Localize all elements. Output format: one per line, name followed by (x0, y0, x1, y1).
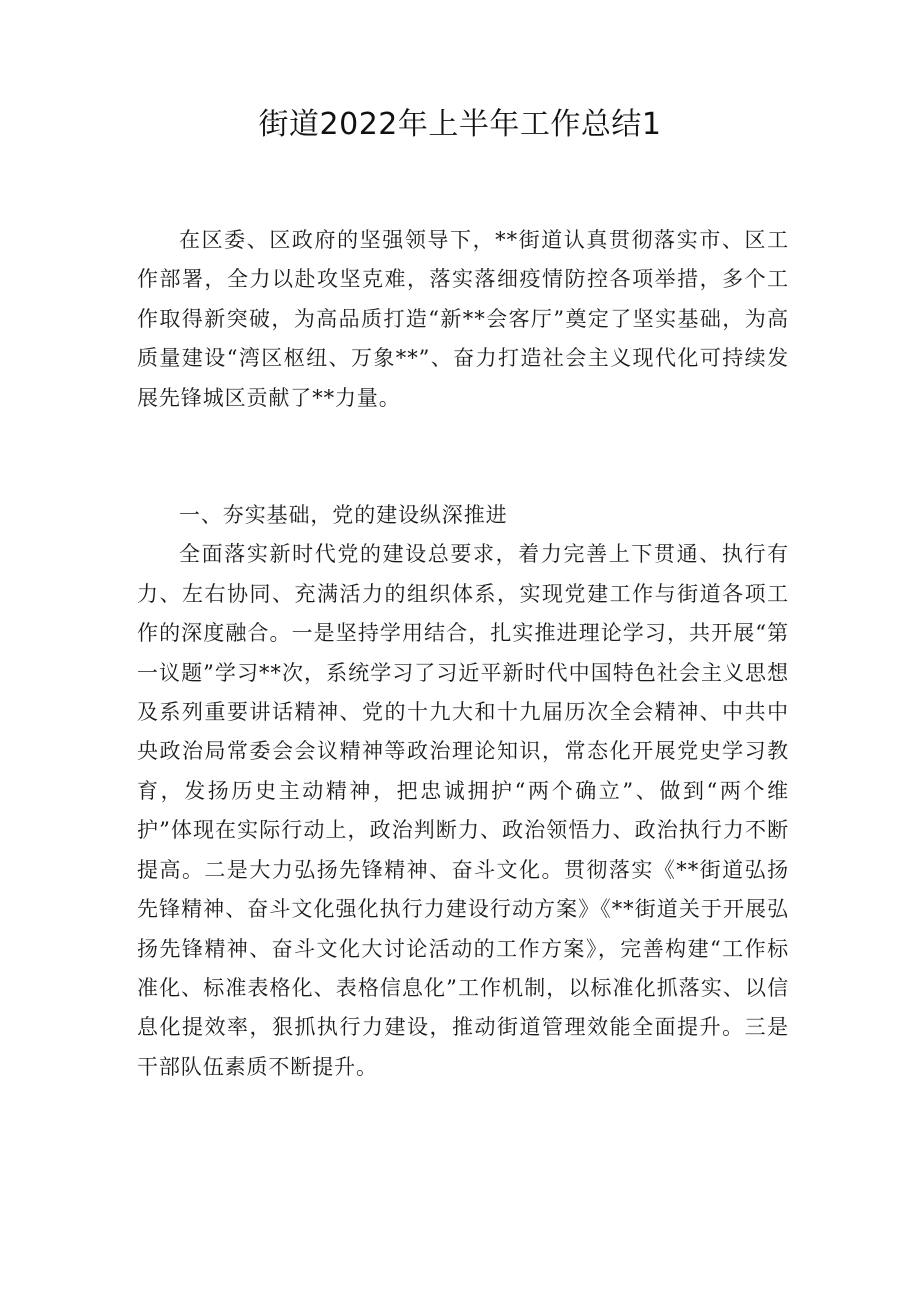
intro-paragraph: 在区委、区政府的坚强领导下，**街道认真贯彻落实市、区工作部署，全力以赴攻坚克难，落实落细疫情防控各项举措，多个工作取得新突破，为高品质打造“新**会客厅”奠定了坚实基础，为高质量建设“湾区枢纽、万象**”、奋力打造社会主义现代化可持续发展先锋城区贡献了**力量。 (137, 228, 789, 410)
section-spacer (137, 418, 789, 496)
document-body (137, 221, 789, 1087)
section-heading: 一、夯实基础，党的建设纵深推进 (179, 503, 508, 528)
document-title: 街道2022年上半年工作总结1 (258, 107, 662, 142)
section-paragraph: 全面落实新时代党的建设总要求，着力完善上下贯通、执行有力、左右协同、充满活力的组织体系，实现党建工作与街道各项工作的深度融合。一是坚持学用结合，扎实推进理论学习，共开展“第一议题”学习**次，系统学习了习近平新时代中国特色社会主义思想及系列重要讲话精神、党的十九大和十九届历次全会精神、中共中央政治局常委会会议精神等政治理论知识，常态化开展党史学习教育，发扬历史主动精神，把忠诚拥护“两个确立”、做到“两个维护”体现在实际行动上，政治判断力、政治领悟力、政治执行力不断提高。二是大力弘扬先锋精神、奋斗文化。贯彻落实《**街道弘扬先锋精神、奋斗文化强化执行力建设行动方案》《**街道关于开展弘扬先锋精神、奋斗文化大讨论活动的工作方案》，完善构建“工作标准化、标准表格化、表格信息化”工作机制，以标准化抓落实、以信息化提效率，狠抓执行力建设，推动街道管理效能全面提升。三是干部队伍素质不断提升。 (137, 542, 789, 1079)
